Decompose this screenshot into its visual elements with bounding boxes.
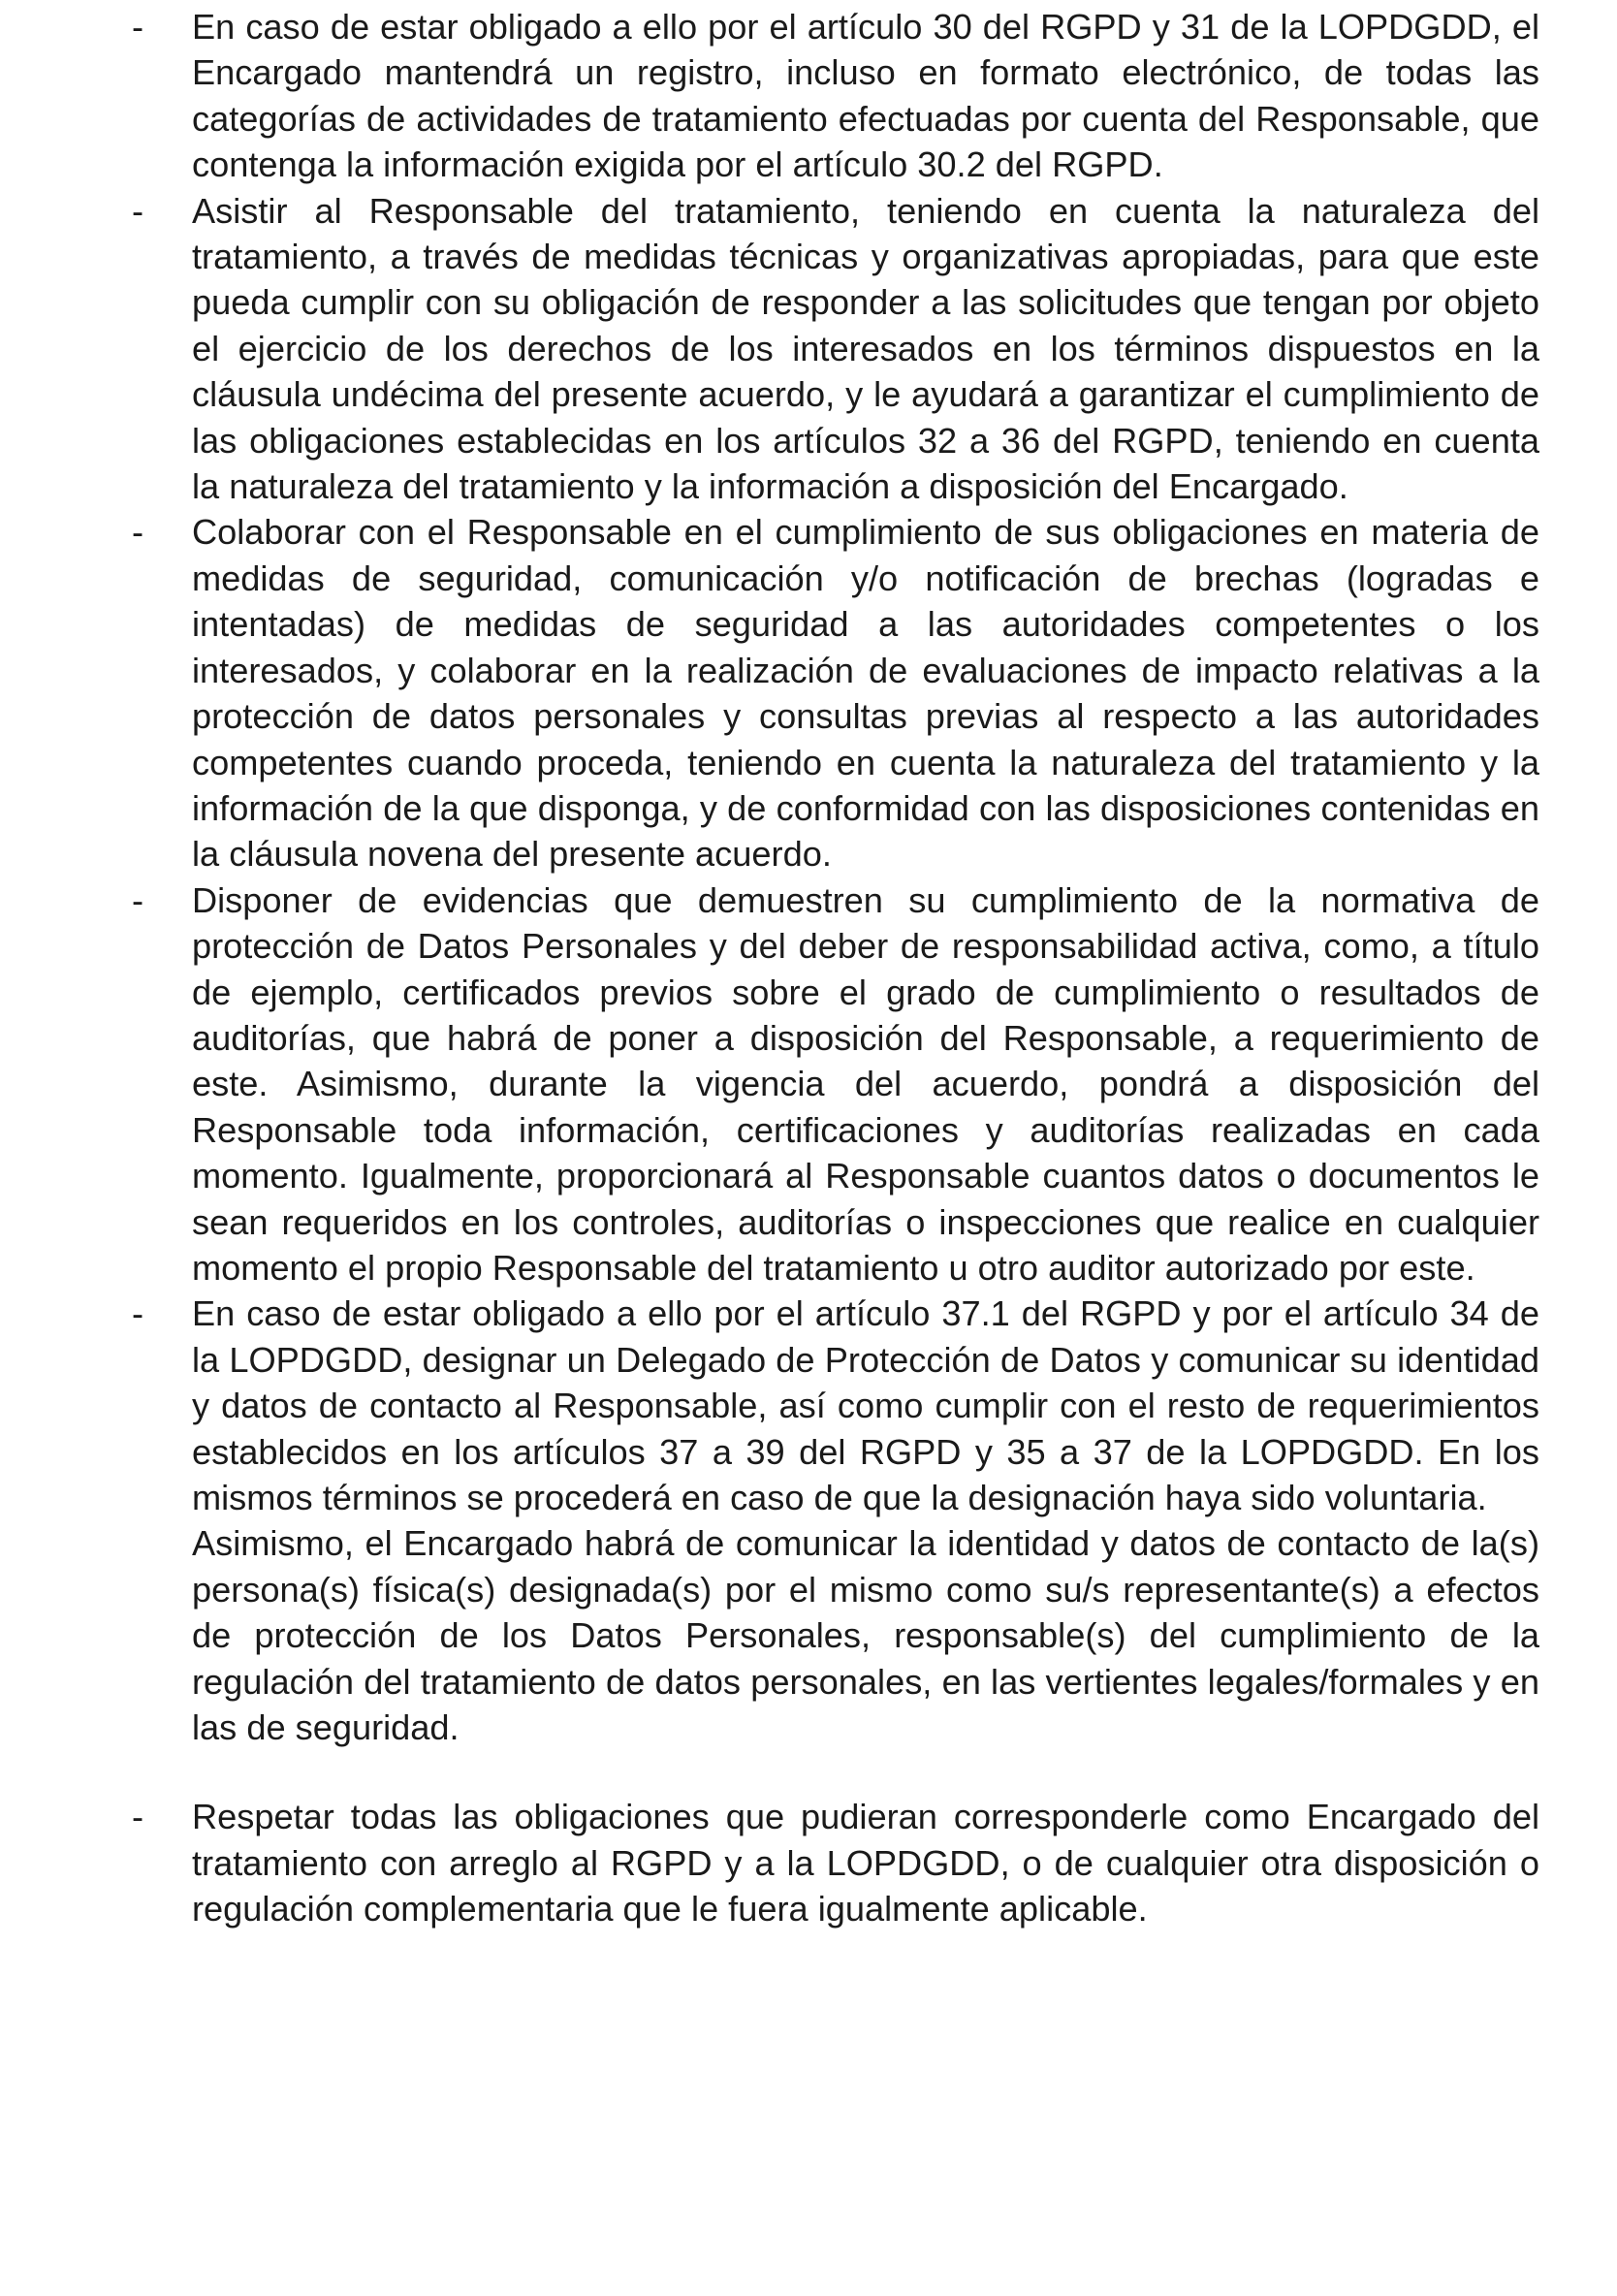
- list-item: [132, 1291, 1539, 1750]
- list-item: [132, 188, 1539, 510]
- bullet-dash: -: [132, 7, 144, 47]
- bullet-dash: -: [132, 512, 144, 553]
- list-item-text: En caso de estar obligado a ello por el artículo 37.1 del RGPD y por el artículo 34 de la LOPDGDD, designar un Delegado de Protección de Datos y comunicar su identidad y datos de contacto al Responsable, así como cumplir con el resto de requerimientos establecidos en los artículos 37 a 39 del RGPD y 35 a 37 de la LOPDGDD. En los mismos términos se procederá en caso de que la designación haya sido voluntaria.: [192, 1293, 1539, 1517]
- list-item-text: Respetar todas las obligaciones que pudieran corresponderle como Encargado del tratamiento con arreglo al RGPD y a la LOPDGDD, o de cualquier otra disposición o regulación complementaria que le fuera igualmente aplicable.: [192, 1797, 1539, 1929]
- list-item: [132, 4, 1539, 188]
- list-item-text: Asistir al Responsable del tratamiento, teniendo en cuenta la naturaleza del tratamiento, a través de medidas técnicas y organizativas apropiadas, para que este pueda cumplir con su obligación de responder a las solicitudes que tengan por objeto el ejercicio de los derechos de los interesados en los términos dispuestos en la cláusula undécima del presente acuerdo, y le ayudará a garantizar el cumplimiento de las obligaciones establecidas en los artículos 32 a 36 del RGPD, teniendo en cuenta la naturaleza del tratamiento y la información a disposición del Encargado.: [192, 190, 1539, 507]
- bullet-dash: -: [132, 190, 144, 231]
- list-item: [132, 509, 1539, 877]
- list-item-continuation-text: Asimismo, el Encargado habrá de comunicar la identidad y datos de contacto de la(s) persona(s) física(s) designada(s) por el mismo como su/s representante(s) a efectos de protección de los Datos Personales, responsable(s) del cumplimiento de la regulación del tratamiento de datos personales, en las vertientes legales/formales y en las de seguridad.: [192, 1523, 1539, 1748]
- list-item-text: Colaborar con el Responsable en el cumplimiento de sus obligaciones en materia de medidas de seguridad, comunicación y/o notificación de brechas (logradas e intentadas) de medidas de seguridad a las autoridades competentes o los interesados, y colaborar en la realización de evaluaciones de impacto relativas a la protección de datos personales y consultas previas al respecto a las autoridades competentes cuando proceda, teniendo en cuenta la naturaleza del tratamiento y la información de la que disponga, y de conformidad con las disposiciones contenidas en la cláusula novena del presente acuerdo.: [192, 512, 1539, 875]
- bullet-dash: -: [132, 1797, 144, 1837]
- obligations-list: [132, 4, 1539, 1932]
- list-item-text: Disponer de evidencias que demuestren su cumplimiento de la normativa de protección de Datos Personales y del deber de responsabilidad activa, como, a título de ejemplo, certificados previos sobre el grado de cumplimiento o resultados de auditorías, que habrá de poner a disposición del Responsable, a requerimiento de este. Asimismo, durante la vigencia del acuerdo, pondrá a disposición del Responsable toda información, certificaciones y auditorías realizadas en cada momento. Igualmente, proporcionará al Responsable cuantos datos o documentos le sean requeridos en los controles, auditorías o inspecciones que realice en cualquier momento el propio Responsable del tratamiento u otro auditor autorizado por este.: [192, 879, 1539, 1288]
- list-item: [132, 877, 1539, 1292]
- bullet-dash: -: [132, 879, 144, 920]
- bullet-dash: -: [132, 1293, 144, 1334]
- list-item: [132, 1794, 1539, 1931]
- list-item-text: En caso de estar obligado a ello por el artículo 30 del RGPD y 31 de la LOPDGDD, el Encargado mantendrá un registro, incluso en formato electrónico, de todas las categorías de actividades de tratamiento efectuadas por cuenta del Responsable, que contenga la información exigida por el artículo 30.2 del RGPD.: [192, 7, 1539, 185]
